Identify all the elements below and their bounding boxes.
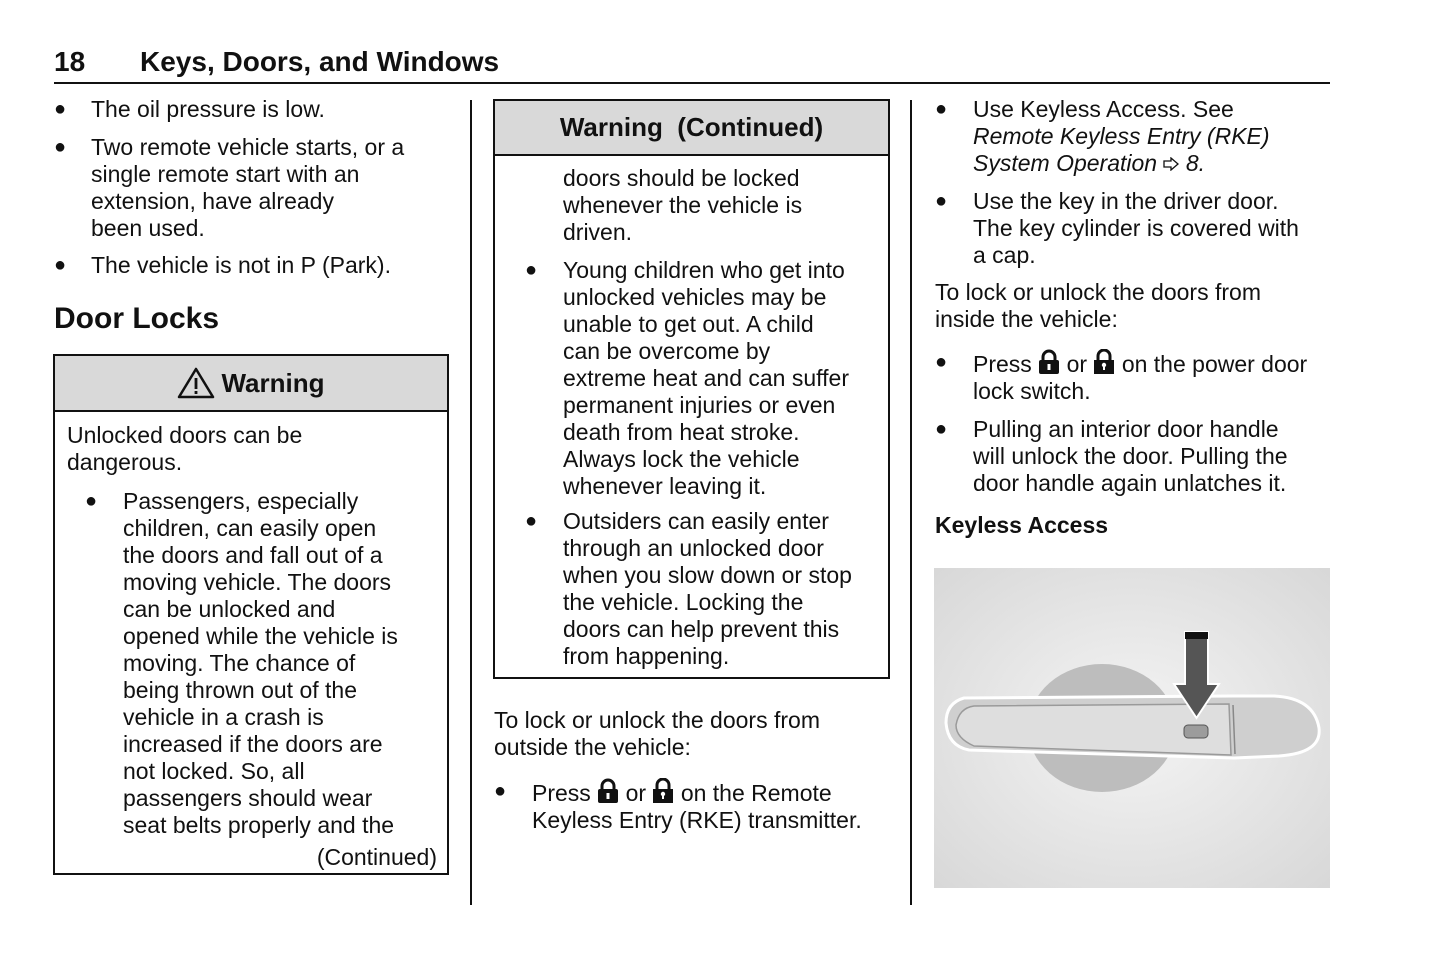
text: or (625, 780, 647, 806)
list-item-text: The vehicle is not in P (Park). (91, 252, 391, 278)
text: lock switch. (973, 378, 1091, 404)
page-reference[interactable]: 8. (1185, 150, 1206, 176)
warning-intro: Unlocked doors can be dangerous. (67, 422, 303, 475)
lock-open-icon (652, 778, 674, 804)
cross-reference-link[interactable]: System Operation (973, 150, 1158, 176)
bullet: ● (935, 418, 948, 440)
bullet: ● (525, 259, 538, 281)
warning-header (55, 356, 447, 412)
text: on the power door (1121, 351, 1308, 377)
list-item-text: Passengers, especially children, can easily open the doors and fall out of a moving vehicle. The doors can be unlocked and opened while the vehicle is moving. The chance of being thrown out of the vehicle in a crash is increased if the doors are not locked. So, all passengers should wear seat belts properly and the (123, 488, 398, 838)
continued-label: (Continued) (316, 844, 437, 870)
bullet: ● (494, 780, 507, 802)
bullet: ● (54, 254, 67, 276)
warning-intro: doors should be locked whenever the vehicle is driven. (563, 165, 803, 245)
list-item-text: Young children who get into unlocked vehicles may be unable to get out. A child can be overcome by extreme heat and can suffer permanent injuries or even death from heat stroke. Always lock the vehicle whenever leaving it. (563, 257, 849, 499)
text: or (1066, 351, 1088, 377)
paragraph: To lock or unlock the doors from inside the vehicle: (935, 279, 1261, 332)
bullet: ● (525, 510, 538, 532)
paragraph: To lock or unlock the doors from outside the vehicle: (494, 707, 820, 760)
subheading: Keyless Access (935, 512, 1109, 538)
page-reference-arrow-icon (1163, 157, 1179, 171)
lock-open-icon (1093, 349, 1115, 375)
section-title: Door Locks (54, 302, 220, 335)
bullet: ● (85, 490, 98, 512)
text: on the Remote (680, 780, 832, 806)
header-rule (54, 82, 1330, 84)
list-item-text: Use the key in the driver door. The key cylinder is covered with a cap. (973, 188, 1299, 268)
list-item-text: Pulling an interior door handle will unlock the door. Pulling the door handle again unlatches it. (973, 416, 1288, 496)
warning-title: Warning (221, 367, 325, 398)
door-handle-illustration (934, 568, 1330, 888)
column-divider (910, 100, 912, 905)
warning-title: Warning (Continued) (559, 112, 824, 142)
bullet: ● (935, 98, 948, 120)
text: Press (973, 351, 1032, 377)
text: Use Keyless Access. See (973, 96, 1234, 122)
text: Keyless Entry (RKE) transmitter. (532, 807, 862, 833)
bullet: ● (935, 351, 948, 373)
warning-box (53, 354, 449, 875)
list-item-text: The oil pressure is low. (91, 96, 325, 122)
bullet: ● (54, 98, 67, 120)
warning-triangle-icon (177, 367, 215, 399)
cross-reference-link[interactable]: Remote Keyless Entry (RKE) (973, 123, 1270, 149)
lock-closed-icon (1038, 349, 1060, 375)
page-number: 18 (54, 46, 86, 77)
bullet: ● (935, 190, 948, 212)
text: Press (532, 780, 591, 806)
bullet: ● (54, 136, 67, 158)
warning-box-continued (493, 99, 890, 679)
page-header-title: Keys, Doors, and Windows (140, 46, 500, 77)
list-item-text: Outsiders can easily enter through an unlocked door when you slow down or stop the vehicle. Locking the doors can help prevent this from happening. (563, 508, 852, 669)
list-item-text: Two remote vehicle starts, or a single remote start with an extension, have already been used. (91, 134, 405, 241)
warning-header (495, 101, 888, 156)
lock-closed-icon (597, 778, 619, 804)
